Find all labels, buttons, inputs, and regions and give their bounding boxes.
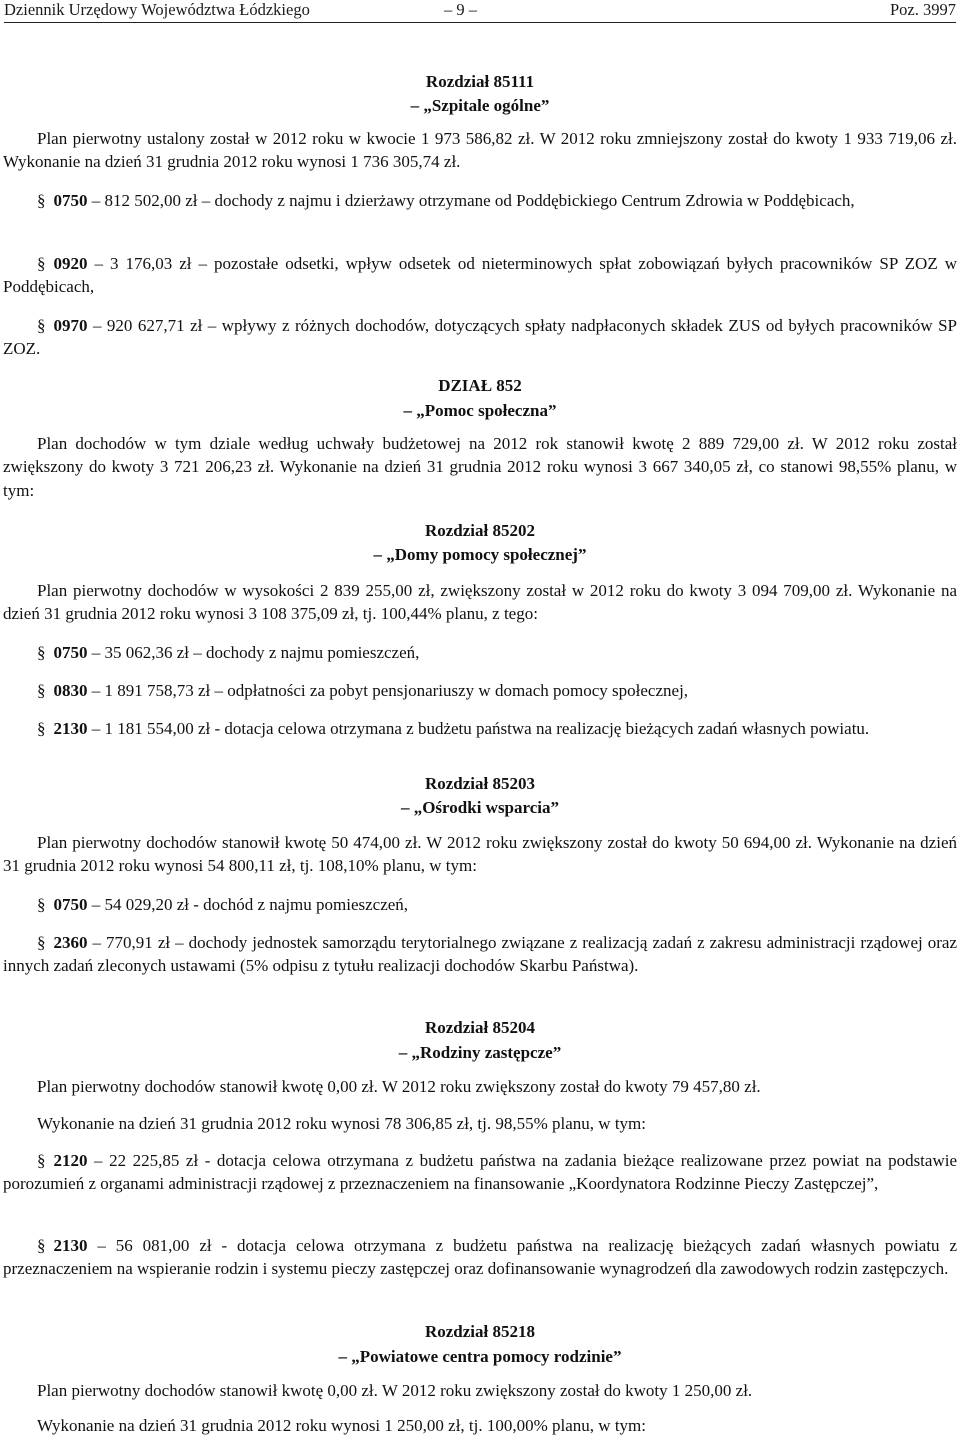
section-sign: § [37, 681, 46, 700]
position-number: Poz. 3997 [890, 0, 956, 19]
item-text: – 54 029,20 zł - dochód z najmu pomieszczeń, [87, 895, 409, 914]
paragraph-code: 0970 [53, 316, 88, 335]
list-item [3, 931, 957, 978]
chapter-85204-intro-plan: Plan pierwotny dochodów stanowił kwotę 0,00 zł. W 2012 roku zwiększony został do kwoty 79 457,80 zł. [37, 1077, 761, 1096]
item-text: – 920 627,71 zł – wpływy z różnych dochodów, dotyczących spłaty nadpłaconych składek ZUS od byłych pracowników SP ZOZ. [3, 316, 957, 359]
chapter-85204-title: Rozdział 85204 [424, 1018, 536, 1037]
chapter-85218-subtitle: – „Powiatowe centra pomocy rodzinie” [338, 1347, 622, 1366]
section-sign: § [37, 719, 46, 738]
section-sign: § [37, 1236, 46, 1255]
chapter-85203-subtitle: – „Ośrodki wsparcia” [400, 798, 560, 817]
section-sign: § [37, 1151, 46, 1170]
paragraph-code: 2120 [53, 1151, 88, 1170]
chapter-85203-title: Rozdział 85203 [424, 774, 536, 793]
list-item [3, 717, 957, 740]
paragraph-code: 0920 [53, 254, 88, 273]
section-sign: § [37, 316, 46, 335]
chapter-85202-intro: Plan pierwotny dochodów w wysokości 2 839 255,00 zł, zwiększony został w 2012 roku do kwoty 3 094 709,00 zł. Wykonanie na dzień 31 grudnia 2012 roku wynosi 3 108 375,09 zł, tj. 100,44% planu, z tego: [3, 581, 957, 624]
item-text: – 3 176,03 zł – pozostałe odsetki, wpływ odsetek od nieterminowych spłat zobowiązań byłych pracowników SP ZOZ w Poddębicach, [3, 254, 957, 297]
paragraph-code: 2130 [53, 719, 88, 738]
section-sign: § [37, 254, 46, 273]
list-item [3, 314, 957, 361]
list-item [3, 1149, 957, 1196]
division-852-title: DZIAŁ 852 [438, 376, 522, 395]
chapter-85204-intro-execution: Wykonanie na dzień 31 grudnia 2012 roku wynosi 78 306,85 zł, tj. 98,55% planu, w tym: [37, 1114, 646, 1133]
chapter-85218-intro-execution: Wykonanie na dzień 31 grudnia 2012 roku wynosi 1 250,00 zł, tj. 100,00% planu, w tym: [37, 1416, 646, 1435]
running-header [4, 0, 956, 22]
section-sign: § [37, 933, 46, 952]
section-sign: § [37, 191, 46, 210]
chapter-85202-subtitle: – „Domy pomocy społecznej” [373, 545, 587, 564]
item-text: – 22 225,85 zł - dotacja celowa otrzymana z budżetu państwa na zadania bieżące realizowane przez powiat na podstawie porozumień z organami administracji rządowej z przeznaczeniem na finansowanie „Koordynatora Rodzinne Pieczy Zastępczej”, [3, 1151, 957, 1194]
item-text: – 56 081,00 zł - dotacja celowa otrzymana z budżetu państwa na realizację bieżących zadań własnych powiatu z przeznaczeniem na wspieranie rodzin i systemu pieczy zastępczej oraz dofinansowanie wynagrodzeń dla zawodowych rodzin zastępczych. [3, 1236, 957, 1279]
list-item [3, 189, 957, 212]
section-sign: § [37, 643, 46, 662]
chapter-85203-intro: Plan pierwotny dochodów stanowił kwotę 50 474,00 zł. W 2012 roku zwiększony został do kwoty 50 694,00 zł. Wykonanie na dzień 31 grudnia 2012 roku wynosi 54 800,11 zł, tj. 108,10% planu, w tym: [3, 833, 957, 876]
division-852-intro: Plan dochodów w tym dziale według uchwały budżetowej na 2012 rok stanowił kwotę 2 889 729,00 zł. W 2012 roku został zwiększony do kwoty 3 721 206,23 zł. Wykonanie na dzień 31 grudnia 2012 roku wynosi 3 667 340,05 zł, co stanowi 98,55% planu, w tym: [3, 434, 957, 500]
paragraph-code: 0750 [53, 895, 88, 914]
header-rule [4, 22, 956, 23]
paragraph-code: 0830 [53, 681, 88, 700]
chapter-85218-intro-plan: Plan pierwotny dochodów stanowił kwotę 0,00 zł. W 2012 roku zwiększony został do kwoty 1 250,00 zł. [37, 1381, 753, 1400]
chapter-85204-subtitle: – „Rodziny zastępcze” [398, 1043, 562, 1062]
publication-name: Dziennik Urzędowy Województwa Łódzkiego [4, 0, 310, 19]
chapter-85218-title: Rozdział 85218 [424, 1322, 536, 1341]
item-text: – 1 181 554,00 zł - dotacja celowa otrzymana z budżetu państwa na realizację bieżących zadań własnych powiatu. [87, 719, 870, 738]
paragraph-code: 0750 [53, 191, 88, 210]
item-text: – 770,91 zł – dochody jednostek samorządu terytorialnego związane z realizacją zadań z zakresu administracji rządowej oraz innych zadań zleconych ustawami (5% odpisu z tytułu realizacji dochodów Skarbu Państwa). [3, 933, 957, 976]
item-text: – 812 502,00 zł – dochody z najmu i dzierżawy otrzymane od Poddębickiego Centrum Zdrowia w Poddębicach, [87, 191, 855, 210]
page-number: – 9 – [444, 0, 477, 19]
item-text: – 35 062,36 zł – dochody z najmu pomieszczeń, [87, 643, 420, 662]
list-item [3, 641, 957, 664]
list-item [3, 679, 957, 702]
paragraph-code: 2130 [53, 1236, 88, 1255]
item-text: – 1 891 758,73 zł – odpłatności za pobyt pensjonariuszy w domach pomocy społecznej, [87, 681, 689, 700]
list-item [3, 893, 957, 916]
list-item [3, 252, 957, 299]
chapter-85111-intro: Plan pierwotny ustalony został w 2012 roku w kwocie 1 973 586,82 zł. W 2012 roku zmniejszony został do kwoty 1 933 719,06 zł. Wykonanie na dzień 31 grudnia 2012 roku wynosi 1 736 305,74 zł. [3, 129, 957, 172]
chapter-85111-title: Rozdział 85111 [425, 72, 535, 91]
chapter-85111-subtitle: – „Szpitale ogólne” [410, 96, 550, 115]
paragraph-code: 2360 [53, 933, 88, 952]
division-852-subtitle: – „Pomoc społeczna” [403, 401, 557, 420]
section-sign: § [37, 895, 46, 914]
chapter-85202-title: Rozdział 85202 [424, 521, 536, 540]
list-item [3, 1234, 957, 1281]
paragraph-code: 0750 [53, 643, 88, 662]
